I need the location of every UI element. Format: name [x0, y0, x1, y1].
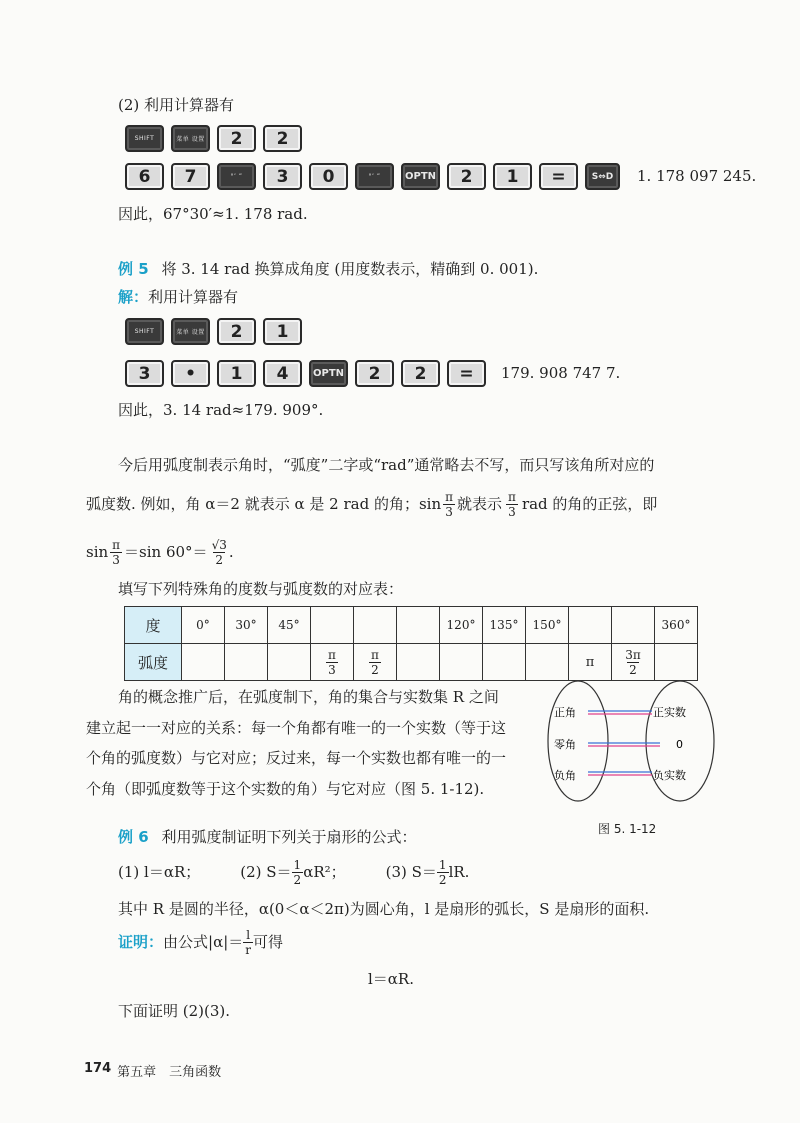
table-cell [612, 607, 655, 644]
key-dot: • [171, 360, 210, 387]
table-cell: 0° [182, 607, 225, 644]
example5-line [118, 262, 538, 277]
formula-2b: αR²； [303, 862, 346, 881]
fraction-sqrt3-over-2 [210, 539, 229, 566]
label-zero-angle: 零角 [554, 738, 576, 751]
table-cell [268, 644, 311, 681]
key-2: 2 [217, 318, 256, 345]
formula-2a: (2) S＝ [240, 862, 292, 881]
angle-real-mapping-figure [540, 675, 720, 810]
numerator: π [112, 537, 121, 552]
example5-text: 将 3. 14 rad 换算成角度 (用度数表示，精确到 0. 001). [161, 260, 539, 278]
label-negative-real: 负实数 [653, 769, 686, 782]
para2-line: 个角（即弧度数等于这个实数的角）与它对应（图 5. 1-12). [86, 780, 485, 798]
figure-caption: 图 5. 1-12 [598, 822, 657, 836]
row-label-radian: 弧度 [125, 644, 182, 681]
fraction-pi-over-3 [506, 491, 518, 518]
table-cell: 45° [268, 607, 311, 644]
proof-line [118, 925, 283, 959]
label-positive-angle: 正角 [554, 706, 576, 719]
key-6: 6 [125, 163, 164, 190]
page-number: 174 [84, 1061, 112, 1076]
para2-line: 建立起一一对应的关系：每一个角都有唯一的一个实数（等于这 [86, 719, 507, 737]
proof-text-a: 由公式|α|＝ [163, 932, 244, 951]
fraction [623, 649, 643, 676]
numerator: 1 [438, 857, 447, 872]
key-2: 2 [217, 125, 256, 152]
solution-text: 利用计算器有 [148, 288, 239, 306]
table-cell [311, 644, 354, 681]
table-cell [354, 644, 397, 681]
para1-line1: 今后用弧度制表示角时，“弧度”二字或“rad”通常略去不写，而只写该角所对应的 [118, 456, 655, 474]
key-equals: = [447, 360, 486, 387]
proof-label: 证明： [118, 932, 164, 951]
fraction [326, 649, 338, 676]
key-shift: SHIFT [125, 125, 164, 152]
formula-3b: lR. [448, 862, 470, 881]
sec2-conclusion: 因此，67°30′≈1. 178 rad. [118, 205, 308, 223]
solution-label: 解： [118, 288, 149, 306]
numerator: π [445, 489, 454, 504]
key-equals: = [539, 163, 578, 190]
key-menu: 菜单 设置 [171, 318, 210, 345]
example6-text: 利用弧度制证明下列关于扇形的公式： [161, 828, 417, 846]
table-cell: 30° [225, 607, 268, 644]
numerator: π [508, 489, 516, 504]
fraction-pi-over-3 [443, 491, 455, 518]
sin-label: sin [86, 542, 109, 561]
label-zero: 0 [676, 738, 683, 751]
fraction-one-half [437, 859, 449, 886]
denominator: 3 [112, 552, 120, 567]
fraction [369, 649, 381, 676]
table-cell [483, 644, 526, 681]
example6-label: 例 6 [118, 828, 149, 846]
key-1: 1 [263, 318, 302, 345]
table-cell [354, 607, 397, 644]
key-0: 0 [309, 163, 348, 190]
proof-text-b: 可得 [253, 932, 284, 951]
formula-1: (1) l＝αR； [118, 862, 201, 881]
key-3: 3 [125, 360, 164, 387]
denominator: 3 [445, 504, 453, 519]
denominator: 3 [328, 662, 336, 677]
formulas-line [118, 855, 469, 889]
table-cell [225, 644, 268, 681]
para1-line3: sin $\frac{\pi}{3}$ ＝sin 60°＝ $\frac{√3}{2}$ . [86, 537, 234, 567]
para1-line3b: ＝sin 60°＝ [124, 542, 208, 561]
numerator: π [371, 647, 379, 662]
key-1: 1 [493, 163, 532, 190]
key-optn: OPTN [309, 360, 348, 387]
key-3: 3 [263, 163, 302, 190]
denominator: r [245, 942, 252, 957]
key-2: 2 [263, 125, 302, 152]
calc-result: 179. 908 747 7. [501, 364, 621, 382]
fraction-pi-over-3 [110, 539, 122, 566]
numerator: π [328, 647, 336, 662]
chapter-title: 第五章 三角函数 [117, 1065, 222, 1080]
denominator: 3 [508, 504, 516, 519]
table-row-degrees [125, 607, 698, 644]
example6-explain: 其中 R 是圆的半径，α(0＜α＜2π)为圆心角，l 是扇形的弧长，S 是扇形的面积. [118, 900, 650, 918]
key-1: 1 [217, 360, 256, 387]
denominator: 2 [293, 872, 302, 887]
key-2: 2 [447, 163, 486, 190]
para1-line2b: 就表示 [457, 494, 503, 513]
center-formula: l＝αR. [368, 970, 414, 988]
para1-line2 [86, 484, 657, 524]
key-shift: SHIFT [125, 318, 164, 345]
para2-line: 角的概念推广后，在弧度制下，角的集合与实数集 R 之间 [118, 688, 499, 706]
example5-conclusion: 因此，3. 14 rad≈179. 909°. [118, 401, 324, 419]
key-2: 2 [401, 360, 440, 387]
numerator: 1 [293, 857, 302, 872]
para1-line2c: rad 的角的正弦，即 [521, 494, 658, 513]
table-cell [397, 644, 440, 681]
label-negative-angle: 负角 [554, 769, 576, 782]
page-footer [84, 1061, 221, 1080]
label-positive-real: 正实数 [653, 706, 686, 719]
formula-3a: (3) S＝ [385, 862, 437, 881]
para2-line: 个角的弧度数）与它对应；反过来，每一个实数也都有唯一的一 [86, 749, 507, 767]
para1-line2a: 弧度数. 例如，角 α＝2 就表示 α 是 2 rad 的角；sin [86, 494, 442, 513]
calc-result: 1. 178 097 245. [637, 167, 757, 185]
denominator: 2 [371, 662, 379, 677]
denominator: 2 [438, 872, 447, 887]
fill-instruction: 填写下列特殊角的度数与弧度数的对应表： [118, 580, 404, 598]
numerator: √3 [211, 537, 227, 552]
solution-line [118, 290, 238, 305]
key-7: 7 [171, 163, 210, 190]
fraction-l-over-r [243, 929, 253, 956]
denominator: 2 [629, 662, 637, 677]
key-menu: 菜单 设置 [171, 125, 210, 152]
example5-label: 例 5 [118, 260, 149, 278]
table-cell: 360° [655, 607, 698, 644]
table-cell: 135° [483, 607, 526, 644]
table-cell [182, 644, 225, 681]
key-row-3 [125, 318, 302, 345]
example6-line [118, 830, 416, 845]
table-cell [569, 607, 612, 644]
key-dms: °’ ” [355, 163, 394, 190]
key-row-2 [125, 163, 756, 190]
denominator: 2 [215, 552, 224, 567]
key-2: 2 [355, 360, 394, 387]
sec2-title: (2) 利用计算器有 [118, 96, 235, 114]
numerator: l [246, 927, 251, 942]
table-cell: 150° [526, 607, 569, 644]
key-4: 4 [263, 360, 302, 387]
key-row-1 [125, 125, 302, 152]
next-proof: 下面证明 (2)(3). [118, 1002, 231, 1020]
row-label-degree: 度 [125, 607, 182, 644]
fraction-one-half [292, 859, 304, 886]
key-optn: OPTN [401, 163, 440, 190]
key-dms: °’ ” [217, 163, 256, 190]
table-cell: π [569, 644, 612, 681]
numerator: 3π [625, 647, 641, 662]
table-cell: 120° [440, 607, 483, 644]
degree-radian-table [124, 606, 698, 681]
table-cell [440, 644, 483, 681]
key-row-4 [125, 360, 620, 387]
key-s-to-d: S⇔D [585, 163, 620, 190]
table-cell [311, 607, 354, 644]
table-cell [397, 607, 440, 644]
